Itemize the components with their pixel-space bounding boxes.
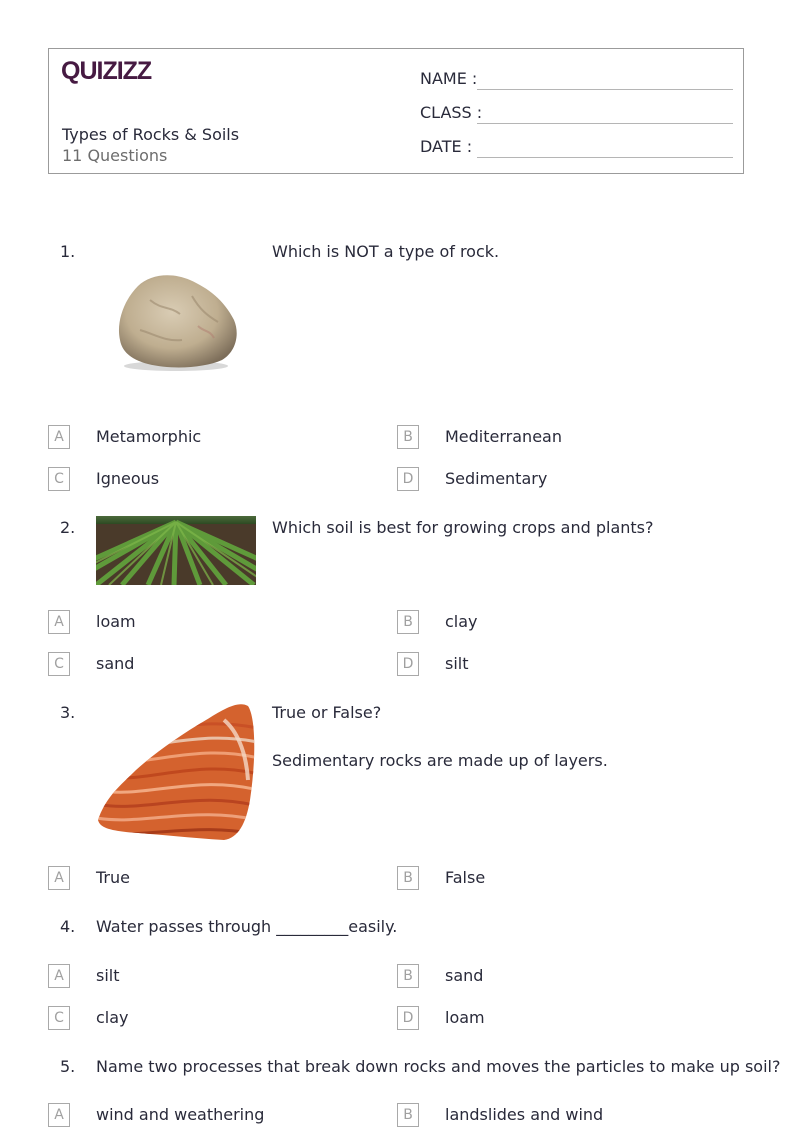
question-5-number: 5. (60, 1057, 76, 1076)
q1-option-b-box[interactable]: B (397, 425, 419, 449)
q2-option-b-box[interactable]: B (397, 610, 419, 634)
question-4-number: 4. (60, 917, 76, 936)
q1-option-b-text: Mediterranean (445, 427, 562, 446)
q1-option-c-box[interactable]: C (48, 467, 70, 491)
q3-option-a-box[interactable]: A (48, 866, 70, 890)
q5-option-b-box[interactable]: B (397, 1103, 419, 1127)
worksheet-header (48, 48, 744, 174)
q2-option-d-box[interactable]: D (397, 652, 419, 676)
question-3-number: 3. (60, 703, 76, 722)
q2-option-c-text: sand (96, 654, 135, 673)
question-3-text: True or False? (272, 703, 382, 722)
q4-option-a-box[interactable]: A (48, 964, 70, 988)
q4-option-c-text: clay (96, 1008, 129, 1027)
q2-option-c-box[interactable]: C (48, 652, 70, 676)
question-1-text: Which is NOT a type of rock. (272, 242, 500, 261)
q3-option-b-box[interactable]: B (397, 866, 419, 890)
question-2-number: 2. (60, 518, 76, 537)
date-line (477, 157, 733, 158)
question-2-text: Which soil is best for growing crops and plants? (272, 518, 654, 537)
q2-option-d-text: silt (445, 654, 469, 673)
name-line (477, 89, 733, 90)
q4-option-c-box[interactable]: C (48, 1006, 70, 1030)
rock-image (110, 270, 242, 374)
q1-option-a-text: Metamorphic (96, 427, 202, 446)
q1-option-a-box[interactable]: A (48, 425, 70, 449)
question-4-text: Water passes through _________easily. (96, 917, 398, 936)
sandstone-image (96, 700, 258, 842)
q2-option-b-text: clay (445, 612, 478, 631)
q4-option-d-box[interactable]: D (397, 1006, 419, 1030)
crop-field-image (96, 516, 256, 585)
q3-option-a-text: True (96, 868, 130, 887)
question-1-number: 1. (60, 242, 76, 261)
quizizz-logo: QUIZIZZ (61, 57, 152, 85)
q4-option-b-box[interactable]: B (397, 964, 419, 988)
question-count: 11 Questions (62, 146, 168, 165)
q2-option-a-box[interactable]: A (48, 610, 70, 634)
q5-option-b-text: landslides and wind (445, 1105, 604, 1124)
class-label: CLASS : (420, 103, 483, 122)
q4-option-d-text: loam (445, 1008, 485, 1027)
name-label: NAME : (420, 69, 478, 88)
q1-option-d-text: Sedimentary (445, 469, 548, 488)
worksheet-title: Types of Rocks & Soils (62, 125, 240, 144)
question-3-statement: Sedimentary rocks are made up of layers. (272, 751, 608, 770)
question-5-text: Name two processes that break down rocks and moves the particles to make up soil? (96, 1057, 781, 1076)
date-label: DATE : (420, 137, 473, 156)
q4-option-a-text: silt (96, 966, 120, 985)
q1-option-c-text: Igneous (96, 469, 160, 488)
class-line (477, 123, 733, 124)
q5-option-a-text: wind and weathering (96, 1105, 265, 1124)
q4-option-b-text: sand (445, 966, 484, 985)
q3-option-b-text: False (445, 868, 486, 887)
q2-option-a-text: loam (96, 612, 136, 631)
q5-option-a-box[interactable]: A (48, 1103, 70, 1127)
q1-option-d-box[interactable]: D (397, 467, 419, 491)
